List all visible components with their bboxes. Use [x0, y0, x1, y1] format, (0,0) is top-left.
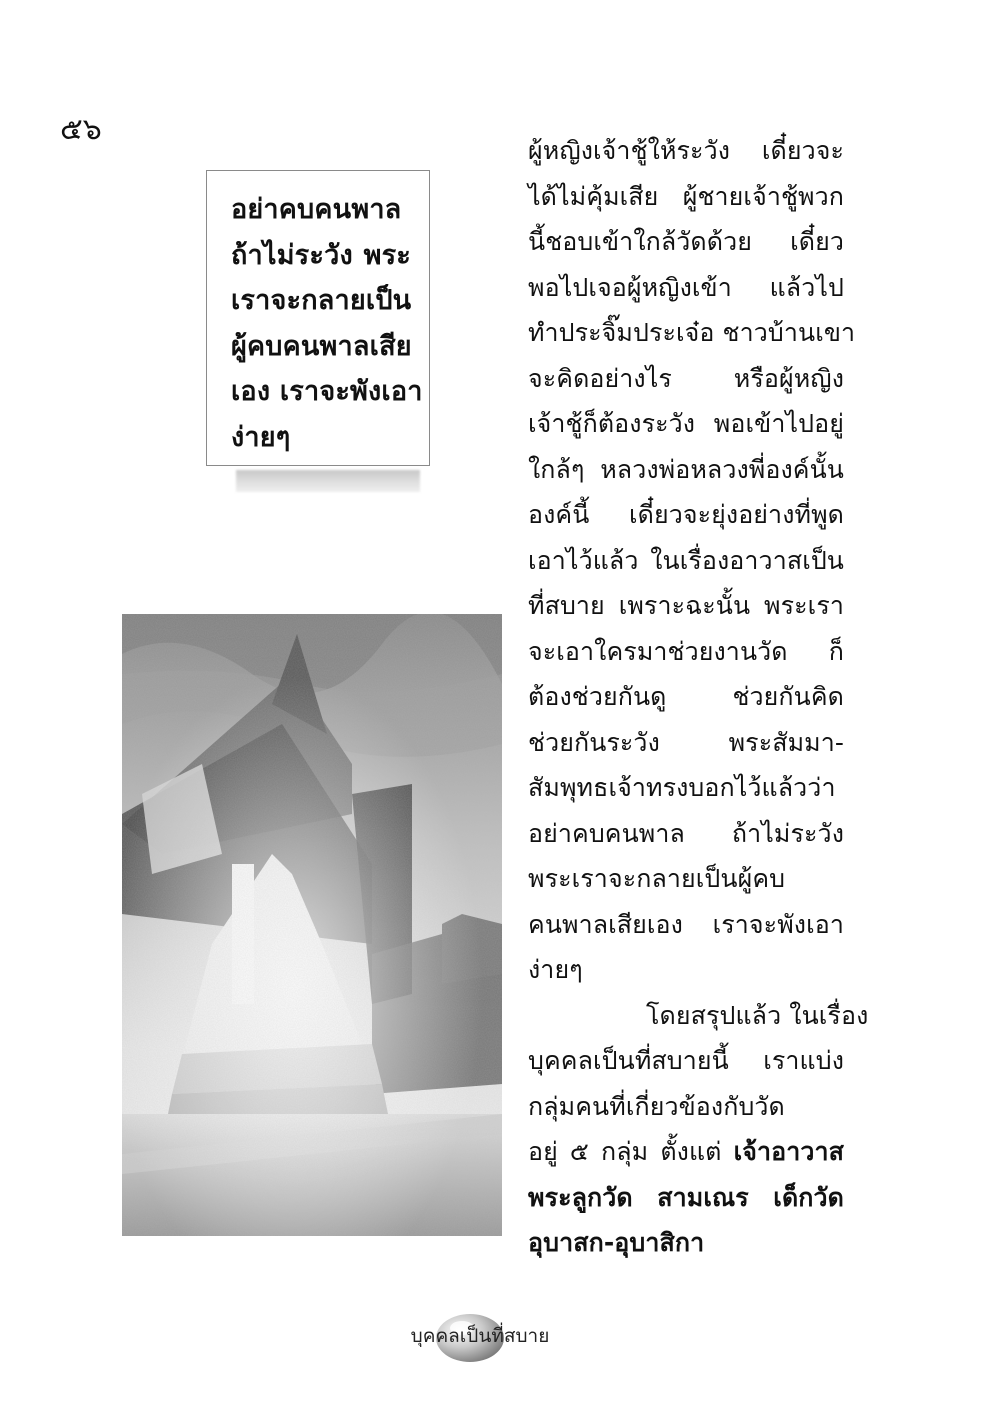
- body-line: พระเราจะกลายเป็นผู้คบ: [528, 864, 786, 893]
- body-line-bold: พระลูกวัด สามเณร เด็กวัด: [528, 1182, 844, 1212]
- body-line: นี้ชอบเข้าใกล้วัดด้วย เดี๋ยว: [528, 227, 844, 256]
- pull-quote-line: ถ้าไม่ระวัง พระ: [231, 239, 411, 271]
- pull-quote-line: อย่าคบคนพาล: [231, 194, 402, 225]
- body-line: บุคคลเป็นที่สบายนี้ เราแบ่ง: [528, 1046, 844, 1075]
- body-line: กลุ่มคนที่เกี่ยวข้องกับวัด: [528, 1091, 785, 1121]
- pull-quote-line: เราจะกลายเป็น: [231, 285, 412, 316]
- body-line-text: อยู่ ๕ กลุ่ม ตั้งแต่: [528, 1137, 734, 1166]
- body-line: คนพาลเสียเอง เราจะพังเอา: [528, 909, 844, 939]
- page-number: ๕๖: [60, 112, 102, 147]
- pull-quote-line: เอง เราจะพังเอา: [231, 376, 423, 407]
- pull-quote-line: ผู้คบคนพาลเสีย: [231, 330, 412, 362]
- body-line: เอาไว้แล้ว ในเรื่องอาวาสเป็น: [528, 545, 844, 575]
- temple-photo: [122, 614, 502, 1236]
- pull-quote: [206, 170, 430, 466]
- body-line: ได้ไม่คุ้มเสีย ผู้ชายเจ้าชู้พวก: [528, 181, 844, 211]
- body-line: เจ้าชู้ก็ต้องระวัง พอเข้าไปอยู่: [528, 409, 844, 438]
- body-column: [528, 128, 869, 1266]
- body-line: สัมพุทธเจ้าทรงบอกไว้แล้วว่า: [528, 773, 836, 802]
- body-line: ช่วยกันระวัง พระสัมมา-: [528, 727, 844, 757]
- body-line: ผู้หญิงเจ้าชู้ให้ระวัง เดี๋ยวจะ: [528, 136, 844, 165]
- body-line: ต้องช่วยกันดู ช่วยกันคิด: [528, 682, 844, 711]
- footer-book-title: บุคคลเป็นที่สบาย: [410, 1325, 550, 1347]
- body-line: ใกล้ๆ หลวงพ่อหลวงพี่องค์นั้น: [528, 454, 844, 484]
- body-line: ทำประจิ๊มประเจ๋อ ชาวบ้านเขา: [528, 318, 856, 347]
- body-line: องค์นี้ เดี๋ยวจะยุ่งอย่างที่พูด: [528, 500, 844, 529]
- body-line: อย่าคบคนพาล ถ้าไม่ระวัง: [528, 818, 844, 848]
- body-line: พอไปเจอผู้หญิงเข้า แล้วไป: [528, 272, 844, 302]
- pull-quote-line: ง่ายๆ: [231, 421, 291, 453]
- body-line: จะคิดอย่างไร หรือผู้หญิง: [528, 363, 844, 393]
- pull-quote-shadow: [236, 470, 420, 492]
- body-line: จะเอาใครมาช่วยงานวัด ก็: [528, 636, 844, 666]
- body-line: โดยสรุปแล้ว ในเรื่อง: [646, 1000, 869, 1030]
- body-line: ที่สบาย เพราะฉะนั้น พระเรา: [528, 591, 844, 620]
- body-line-bold: อุบาสก-อุบาสิกา: [528, 1228, 705, 1257]
- page-footer: [380, 1296, 600, 1376]
- body-line-bold: เจ้าอาวาส: [733, 1137, 844, 1166]
- pull-quote-box: [206, 170, 430, 466]
- body-line: ง่ายๆ: [528, 955, 583, 984]
- body-line-mixed: [528, 1129, 844, 1175]
